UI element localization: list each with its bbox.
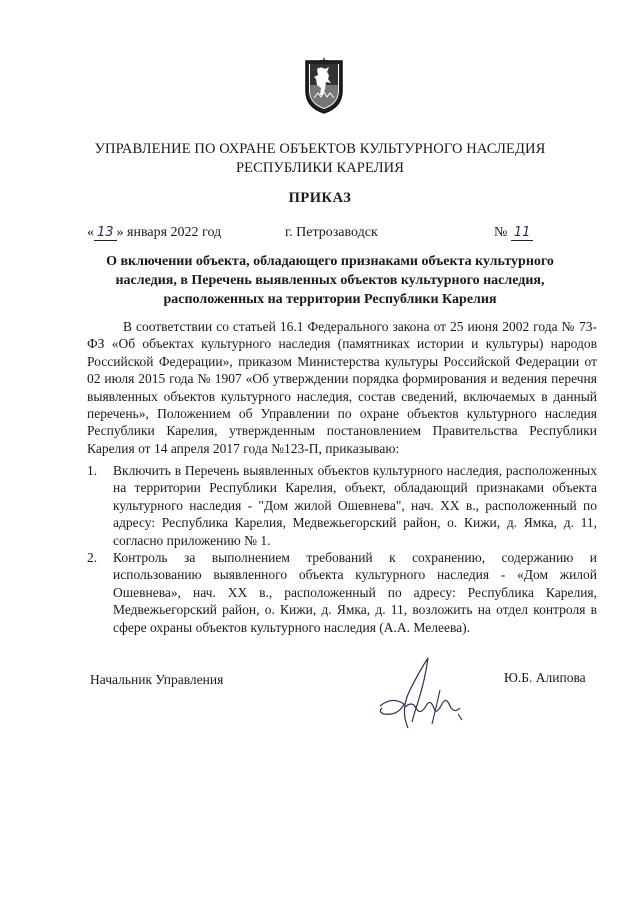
list-item [87,462,597,549]
number-label: № [494,225,508,240]
order-city: г. Петрозаводск [285,225,378,240]
document-title: ПРИКАЗ [288,190,352,206]
subject-line-3: расположенных на территории Республики Карелия [163,292,497,307]
item-text: Включить в Перечень выявленных объектов культурного наследия, расположенных на территории Республики Карелия, объект, обладающий признаками объекта культурного наследия - "Дом жилой Ошевнева", нач. XX в., расположенный по адресу: Республика Карелия, Медвежьегорский район, о. Кижи, д. Ямка, д. 11, согласно приложению № 1. [113,463,597,548]
signatory-name: Ю.Б. Алипова [504,670,586,685]
item-text: Контроль за выполнением требований к сохранению, содержанию и использованию выявленного объекта культурного наследия - «Дом жилой Ошевнева», нач. XX в., расположенный по адресу: Республика Карелия, Медвежьегорский район, о. Кижи, д. Ямка, д. 11, возложить на отдел контроля в сфере охраны объектов культурного наследия (А.А. Мелеева). [113,550,597,635]
subject-line-1: О включении объекта, обладающего признаками объекта культурного [106,254,554,269]
order-items [87,462,597,636]
item-number: 1. [87,463,98,478]
number-value: 11 [511,225,534,241]
order-date [87,224,221,242]
order-subject [100,252,560,309]
date-open-quote: « [87,225,94,240]
order-number [494,224,533,242]
item-number: 2. [87,550,98,566]
date-rest: » января 2022 год [116,225,222,240]
preamble [87,318,597,457]
preamble-text: В соответствии со статьей 16.1 Федерального закона от 25 июня 2002 года № 73-ФЗ «Об объектах культурного наследия (памятниках истории и культуры) народов Российской Федерации», приказом Министерства культуры Российской Федерации от 02 июля 2015 года № 1907 «Об утверждении порядка формирования и ведения перечня выявленных объектов культурного наследия, состав сведений, включаемых в данный перечень», Положением об Управлении по охране объектов культурного наследия Республики Карелия, утвержденным постановлением Правительства Республики Карелия от 14 апреля 2017 года №123-П, приказываю: [87,319,597,456]
subject-line-2: наследия, в Перечень выявленных объектов культурного наследия, [115,273,545,288]
signatory-position: Начальник Управления [90,672,224,687]
org-line-2: РЕСПУБЛИКИ КАРЕЛИЯ [235,160,405,176]
organization-name [60,140,580,178]
coat-of-arms-icon [303,55,345,115]
org-line-1: УПРАВЛЕНИЕ ПО ОХРАНЕ ОБЪЕКТОВ КУЛЬТУРНОГО НАСЛЕДИЯ [94,141,546,157]
handwritten-signature [370,650,470,732]
date-day: 13 [94,225,117,241]
list-item [87,549,597,636]
